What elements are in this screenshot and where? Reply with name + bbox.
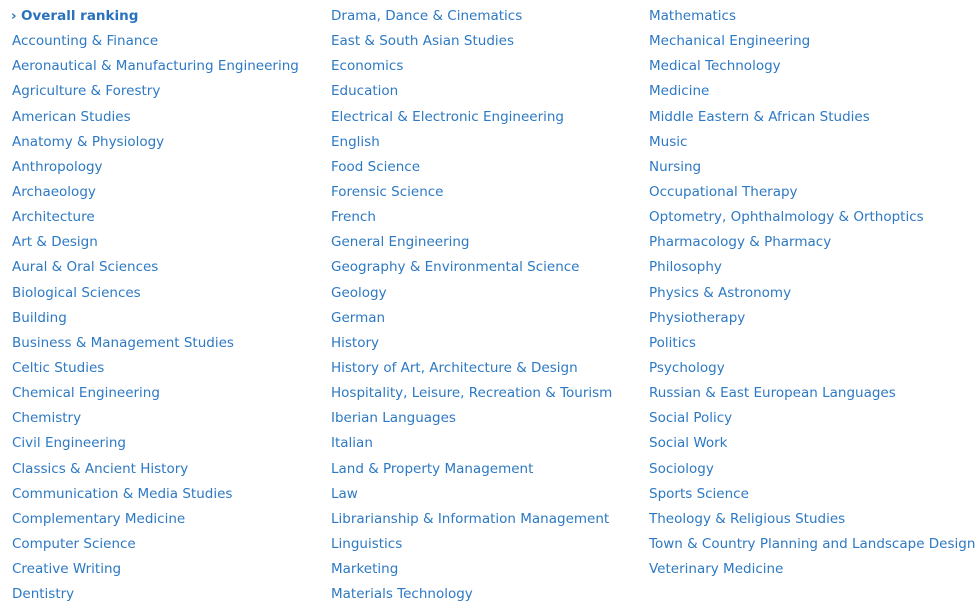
subject-list-item: [649, 408, 975, 433]
subject-label: Marketing: [331, 561, 399, 578]
subject-link-physics-and-astronomy[interactable]: [649, 285, 791, 301]
subject-label: Sports Science: [649, 485, 749, 502]
subject-list-item: [331, 383, 612, 408]
subject-list-item: [331, 358, 612, 383]
subject-label: Building: [12, 309, 67, 326]
subject-label: Materials Technology: [331, 586, 473, 603]
subject-label: Anthropology: [12, 158, 103, 175]
subject-list-item: [649, 283, 975, 308]
subject-link-land-and-property-management[interactable]: [331, 461, 533, 477]
subject-label: Pharmacology & Pharmacy: [649, 234, 832, 251]
subject-list-item: [649, 509, 975, 534]
subject-list-item: [331, 584, 612, 609]
subject-link-mathematics[interactable]: [649, 8, 736, 24]
subject-link-medical-technology[interactable]: [649, 58, 781, 74]
subject-list-item: [12, 31, 299, 56]
subject-link-mechanical-engineering[interactable]: [649, 33, 810, 49]
subject-link-aural-and-oral-sciences[interactable]: [12, 259, 158, 275]
subject-label: Medicine: [649, 83, 710, 100]
subject-list-item: [331, 207, 612, 232]
subject-link-pharmacology-and-pharmacy[interactable]: [649, 234, 831, 250]
subject-label: Accounting & Finance: [12, 33, 159, 50]
subject-label: Celtic Studies: [12, 359, 105, 376]
subject-label: Economics: [331, 58, 404, 75]
subject-list-item: [649, 207, 975, 232]
subject-link-building[interactable]: [12, 310, 67, 326]
subject-label: Art & Design: [12, 234, 98, 251]
subject-list-item: [12, 358, 299, 383]
subject-list-item: [331, 534, 612, 559]
subject-list-item: [12, 383, 299, 408]
subject-list-item: [649, 56, 975, 81]
subject-list-item: [12, 308, 299, 333]
subject-link-creative-writing[interactable]: [12, 561, 121, 577]
subject-label: Social Work: [649, 435, 728, 452]
subject-link-nursing[interactable]: [649, 159, 701, 175]
subject-label: Librarianship & Information Management: [331, 510, 610, 527]
subject-link-geography-and-environmental-science[interactable]: [331, 259, 580, 275]
subject-list-item: [331, 283, 612, 308]
subject-link-hospitality-leisure-recreation-and-tourism[interactable]: [331, 385, 612, 401]
subject-label: Food Science: [331, 158, 420, 175]
subject-list-item: [12, 6, 299, 31]
subject-label: Creative Writing: [12, 561, 122, 578]
subject-label: History of Art, Architecture & Design: [331, 359, 578, 376]
subject-link-veterinary-medicine[interactable]: [649, 561, 783, 577]
subject-label: Social Policy: [649, 410, 733, 427]
subject-label: American Studies: [12, 108, 131, 125]
subject-list-item: [649, 107, 975, 132]
subject-label: French: [331, 209, 376, 226]
subject-list-item: [649, 559, 975, 584]
subject-list-item: [331, 81, 612, 106]
subject-label: English: [331, 133, 380, 150]
subject-link-general-engineering[interactable]: [331, 234, 470, 250]
subject-link-occupational-therapy[interactable]: [649, 184, 798, 200]
subject-link-middle-eastern-and-african-studies[interactable]: [649, 109, 870, 125]
subject-link-civil-engineering[interactable]: [12, 435, 126, 451]
subject-list-item: [12, 459, 299, 484]
subject-link-librarianship-and-information-management[interactable]: [331, 511, 609, 527]
subject-label: Agriculture & Forestry: [12, 83, 161, 100]
subject-link-anatomy-and-physiology[interactable]: [12, 134, 164, 150]
subject-link-german[interactable]: [331, 310, 385, 326]
subject-link-education[interactable]: [331, 83, 398, 99]
subject-list-item: [649, 484, 975, 509]
subject-label: Middle Eastern & African Studies: [649, 108, 870, 125]
subject-list-item: [649, 6, 975, 31]
subject-link-philosophy[interactable]: [649, 259, 722, 275]
subject-label: Philosophy: [649, 259, 722, 276]
subject-label: Medical Technology: [649, 58, 781, 75]
subject-link-optometry-ophthalmology-and-orthoptics[interactable]: [649, 209, 924, 225]
subject-link-psychology[interactable]: [649, 360, 725, 376]
subject-link-dentistry[interactable]: [12, 586, 74, 602]
subject-list-item: [331, 232, 612, 257]
subject-label: Politics: [649, 334, 696, 351]
subject-column-3: [649, 6, 975, 584]
subject-link-aeronautical-and-manufacturing-engineering[interactable]: [12, 58, 299, 74]
subject-link-french[interactable]: [331, 209, 376, 225]
subject-link-theology-and-religious-studies[interactable]: [649, 511, 845, 527]
subject-list-item: [649, 132, 975, 157]
subject-link-forensic-science[interactable]: [331, 184, 444, 200]
subject-label: Mathematics: [649, 8, 736, 24]
subject-label: General Engineering: [331, 234, 470, 251]
subject-link-italian[interactable]: [331, 435, 373, 451]
subject-list-item: [331, 107, 612, 132]
subject-link-town-and-country-planning-and-landscape-design[interactable]: [649, 536, 975, 552]
subject-label: Chemical Engineering: [12, 385, 160, 402]
subject-link-social-work[interactable]: [649, 435, 728, 451]
subject-link-history-of-art-architecture-and-design[interactable]: [331, 360, 578, 376]
subject-label: Education: [331, 83, 399, 100]
subject-label: Mechanical Engineering: [649, 33, 811, 50]
subject-label: Linguistics: [331, 535, 403, 552]
subject-link-complementary-medicine[interactable]: [12, 511, 185, 527]
subject-link-history[interactable]: [331, 335, 379, 351]
subject-link-overall-ranking[interactable]: [12, 8, 138, 24]
subject-link-sports-science[interactable]: [649, 486, 749, 502]
subject-label: Architecture: [12, 209, 95, 226]
subject-list-item: [331, 484, 612, 509]
subject-list-item: [12, 484, 299, 509]
subject-list-item: [649, 257, 975, 282]
subject-label: Russian & East European Languages: [649, 385, 896, 402]
subject-label: Theology & Religious Studies: [649, 510, 846, 527]
subject-list-item: [12, 584, 299, 609]
subject-label: Psychology: [649, 359, 725, 376]
subject-link-communication-and-media-studies[interactable]: [12, 486, 232, 502]
subject-link-biological-sciences[interactable]: [12, 285, 141, 301]
subject-list-item: [12, 207, 299, 232]
subject-link-art-and-design[interactable]: [12, 234, 98, 250]
subject-label: Classics & Ancient History: [12, 460, 189, 477]
subject-list-item: [331, 559, 612, 584]
subject-label: Hospitality, Leisure, Recreation & Tourism: [331, 385, 613, 402]
subject-label: Overall ranking: [21, 8, 139, 24]
subject-label: German: [331, 309, 386, 326]
subject-label: Biological Sciences: [12, 284, 141, 301]
subject-list-item: [649, 433, 975, 458]
subject-label: East & South Asian Studies: [331, 33, 514, 50]
subject-link-chemistry[interactable]: [12, 410, 81, 426]
subject-link-architecture[interactable]: [12, 209, 95, 225]
subject-list-item: [331, 157, 612, 182]
subject-link-sociology[interactable]: [649, 461, 714, 477]
subject-link-politics[interactable]: [649, 335, 696, 351]
subject-link-agriculture-and-forestry[interactable]: [12, 83, 160, 99]
subject-list-item: [649, 232, 975, 257]
subject-label: Chemistry: [12, 410, 82, 427]
chevron-right-icon: ›: [11, 8, 17, 24]
subject-link-business-and-management-studies[interactable]: [12, 335, 234, 351]
subject-label: Aeronautical & Manufacturing Engineering: [12, 58, 299, 75]
subject-link-linguistics[interactable]: [331, 536, 402, 552]
subject-label: Computer Science: [12, 535, 136, 552]
subject-label: Aural & Oral Sciences: [12, 259, 159, 276]
subject-list-item: [12, 534, 299, 559]
subject-label: Civil Engineering: [12, 435, 126, 452]
subject-label: Communication & Media Studies: [12, 485, 233, 502]
subject-column-1: [12, 6, 299, 609]
subject-list-item: [331, 433, 612, 458]
subject-list-item: [331, 6, 612, 31]
subject-link-medicine[interactable]: [649, 83, 709, 99]
subject-list-item: [12, 182, 299, 207]
subject-link-drama-dance-and-cinematics[interactable]: [331, 8, 522, 24]
subject-label: Drama, Dance & Cinematics: [331, 8, 523, 24]
subject-link-russian-and-east-european-languages[interactable]: [649, 385, 896, 401]
subject-list-item: [649, 182, 975, 207]
subject-list-item: [331, 308, 612, 333]
subject-list-item: [12, 157, 299, 182]
subject-list-item: [12, 559, 299, 584]
subject-link-classics-and-ancient-history[interactable]: [12, 461, 188, 477]
subject-label: Nursing: [649, 158, 702, 175]
subject-list-item: [331, 408, 612, 433]
subject-link-materials-technology[interactable]: [331, 586, 473, 602]
subject-link-law[interactable]: [331, 486, 358, 502]
subject-label: Town & Country Planning and Landscape Design: [649, 535, 975, 552]
subject-label: Italian: [331, 435, 373, 452]
subject-link-iberian-languages[interactable]: [331, 410, 456, 426]
subject-link-social-policy[interactable]: [649, 410, 732, 426]
subject-list-item: [331, 333, 612, 358]
subject-list-item: [12, 283, 299, 308]
subject-link-economics[interactable]: [331, 58, 403, 74]
subject-link-physiotherapy[interactable]: [649, 310, 745, 326]
subject-label: Archaeology: [12, 183, 96, 200]
subject-link-accounting-and-finance[interactable]: [12, 33, 158, 49]
subject-list-item: [331, 182, 612, 207]
subject-list-item: [649, 383, 975, 408]
subject-list-item: [649, 459, 975, 484]
subject-label: Business & Management Studies: [12, 334, 234, 351]
subject-label: Music: [649, 133, 688, 150]
subject-link-music[interactable]: [649, 134, 687, 150]
subject-list-item: [331, 257, 612, 282]
subject-label: Physics & Astronomy: [649, 284, 792, 301]
subject-list-item: [12, 81, 299, 106]
subject-label: Forensic Science: [331, 183, 444, 200]
subject-label: Veterinary Medicine: [649, 561, 784, 578]
subject-list-item: [649, 308, 975, 333]
subject-label: Land & Property Management: [331, 460, 534, 477]
subject-list-item: [331, 509, 612, 534]
subject-label: Geology: [331, 284, 387, 301]
subject-list-item: [331, 132, 612, 157]
subject-list-item: [331, 56, 612, 81]
subject-list-item: [12, 132, 299, 157]
subject-list-item: [649, 358, 975, 383]
subject-list-item: [12, 257, 299, 282]
subject-link-archaeology[interactable]: [12, 184, 96, 200]
subject-list-item: [331, 459, 612, 484]
subject-label: Physiotherapy: [649, 309, 746, 326]
subject-link-marketing[interactable]: [331, 561, 398, 577]
subject-label: Dentistry: [12, 586, 75, 603]
subject-link-american-studies[interactable]: [12, 109, 131, 125]
subject-list-item: [12, 408, 299, 433]
subject-column-2: [331, 6, 612, 609]
subject-link-anthropology[interactable]: [12, 159, 103, 175]
subject-link-electrical-and-electronic-engineering[interactable]: [331, 109, 564, 125]
subject-list-item: [12, 509, 299, 534]
subject-label: Law: [331, 485, 358, 502]
subject-link-food-science[interactable]: [331, 159, 420, 175]
subject-list-item: [12, 433, 299, 458]
subject-link-chemical-engineering[interactable]: [12, 385, 160, 401]
subject-label: History: [331, 334, 380, 351]
subject-list-item: [649, 157, 975, 182]
subject-link-celtic-studies[interactable]: [12, 360, 104, 376]
subject-label: Complementary Medicine: [12, 510, 186, 527]
subject-label: Occupational Therapy: [649, 183, 798, 200]
subject-list-item: [649, 534, 975, 559]
subject-link-english[interactable]: [331, 134, 380, 150]
subject-link-east-and-south-asian-studies[interactable]: [331, 33, 514, 49]
subject-list-item: [12, 107, 299, 132]
subject-list-item: [649, 81, 975, 106]
subject-label: Geography & Environmental Science: [331, 259, 580, 276]
subject-list-item: [331, 31, 612, 56]
subject-label: Optometry, Ophthalmology & Orthoptics: [649, 209, 924, 226]
subject-link-computer-science[interactable]: [12, 536, 136, 552]
subject-list-item: [12, 56, 299, 81]
subject-list-item: [12, 333, 299, 358]
subject-label: Sociology: [649, 460, 714, 477]
subject-label: Anatomy & Physiology: [12, 133, 165, 150]
subject-list-item: [12, 232, 299, 257]
subject-list-item: [649, 31, 975, 56]
subject-link-geology[interactable]: [331, 285, 387, 301]
subject-list-item: [649, 333, 975, 358]
subject-label: Electrical & Electronic Engineering: [331, 108, 564, 125]
subject-label: Iberian Languages: [331, 410, 456, 427]
